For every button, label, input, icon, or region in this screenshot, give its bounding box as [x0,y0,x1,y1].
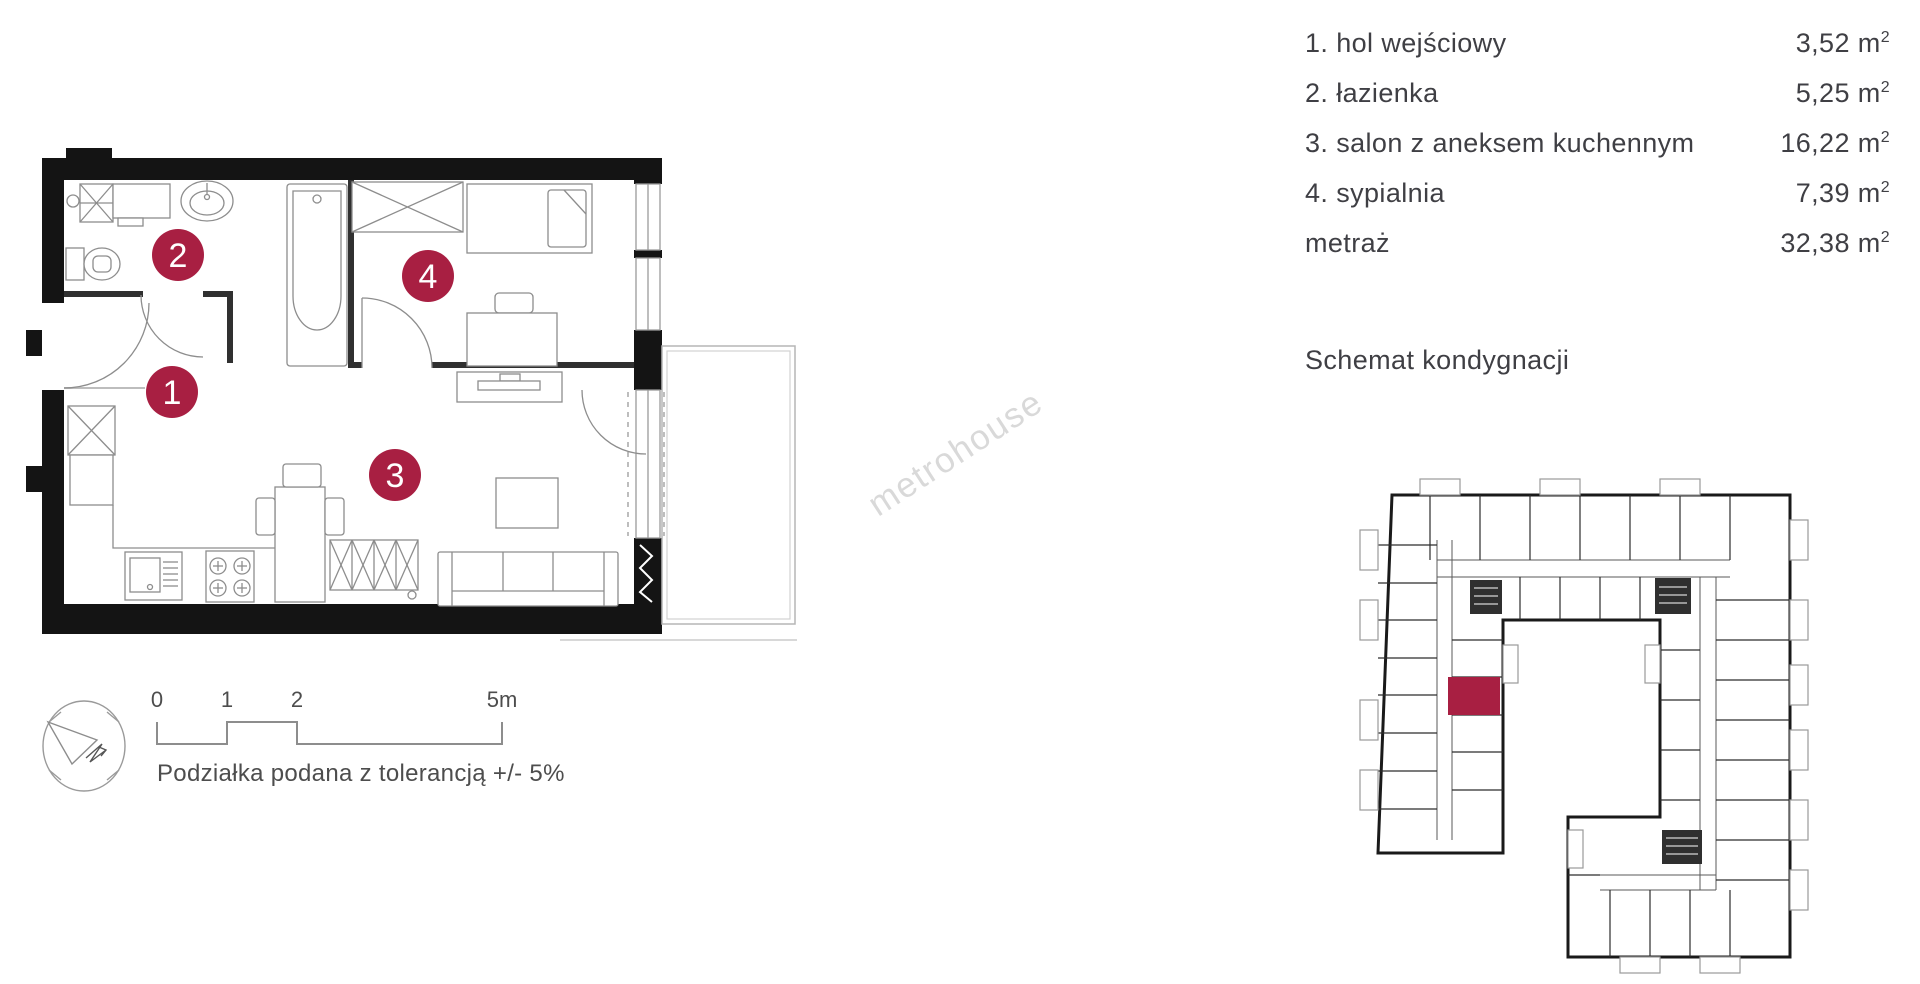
highlighted-unit [1448,677,1500,715]
legend-label: metraż [1305,228,1390,258]
legend-value: 32,38 $m^2$ [1780,228,1890,258]
schematic-title: Schemat kondygnacji [1305,345,1570,375]
sink-icon [181,181,233,221]
legend-value: 5,25 $m^2$ [1795,78,1890,108]
kitchen-cabinet [70,455,113,505]
kitchen-sink-icon [125,552,182,600]
room-badge-3-label: 3 [385,457,405,495]
watermark: metrohouse [861,382,1050,524]
fridge-icon [68,406,115,455]
toilet-icon [66,248,120,280]
legend-row-metraz [1305,228,1890,278]
room-badge-2-label: 2 [168,237,188,275]
apartment-plan [26,148,797,640]
legend-value: 7,39 $m^2$ [1795,178,1890,208]
sofa-icon [438,552,618,606]
legend-value: 3,52 $m^2$ [1795,28,1890,58]
scale-tick-2: 2 [290,687,304,712]
legend-label: 4. sypialnia [1305,178,1445,208]
tv-cabinet-icon [457,372,562,402]
bath-counter [113,184,170,218]
kitchen-cabinet-row [330,540,418,599]
scale-tolerance-note: Podziałka podana z tolerancją +/- 5% [157,760,565,787]
coffee-table [496,478,558,528]
drain-icon [67,195,79,207]
washing-machine-icon [80,184,113,222]
north-compass-icon [43,701,125,791]
building-schematic [1360,479,1808,973]
area-legend [1305,28,1890,278]
bedroom-furniture [352,182,592,366]
legend-row-sypialnia [1305,178,1890,228]
legend-row-hol [1305,28,1890,78]
desk-chair [495,293,533,313]
scale-tick-0: 0 [150,687,164,712]
bathtub-icon [287,184,347,366]
scale-tick-1: 1 [220,687,234,712]
stove-icon [206,551,254,602]
bath-counter-tab [118,218,143,226]
salon-furniture [68,372,618,606]
legend-label: 1. hol wejściowy [1305,28,1507,58]
room-badge-1-label: 1 [162,374,182,412]
bedroom-door-arc [362,298,432,368]
room-badge-4-label: 4 [418,258,438,296]
bathroom-door-arc [141,295,203,357]
legend-label: 3. salon z aneksem kuchennym [1305,128,1695,158]
scale-tick-5m: 5m [486,687,518,712]
wardrobe-icon [352,182,463,232]
desk [467,313,557,366]
scale-bar [151,687,517,744]
counter-edge [113,505,277,548]
bed-icon [467,184,592,253]
legend-label: 2. łazienka [1305,78,1439,108]
legend-row-lazienka [1305,78,1890,128]
legend-value: 16,22 $m^2$ [1780,128,1890,158]
entrance-door-arc [64,303,149,388]
legend-row-salon [1305,128,1890,178]
bathroom-furniture [66,181,347,366]
building-outline [1378,495,1790,957]
